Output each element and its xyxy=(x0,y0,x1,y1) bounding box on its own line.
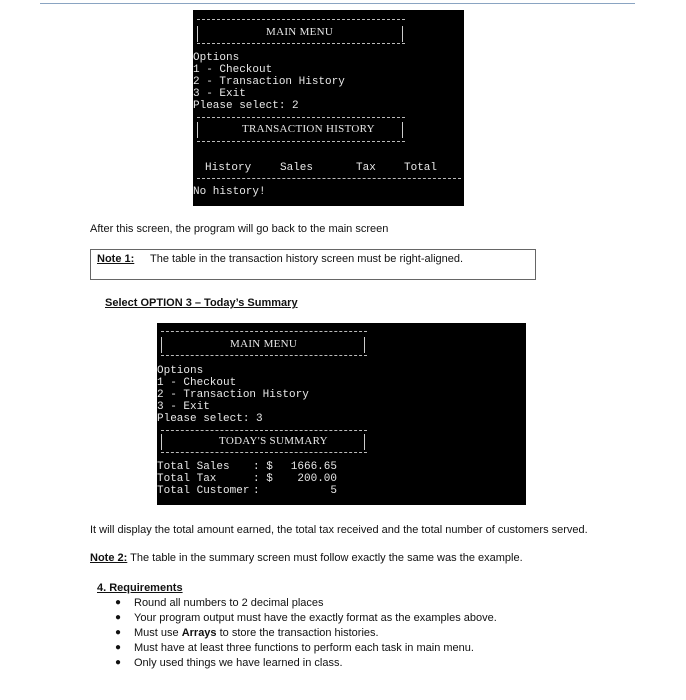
divider xyxy=(161,434,162,450)
option-transaction-history: 2 - Transaction History xyxy=(193,76,345,88)
note-2-label: Note 2: xyxy=(90,552,128,564)
summary-sep-tax: : $ xyxy=(253,473,273,485)
option-exit: 3 - Exit xyxy=(157,401,210,413)
divider xyxy=(364,337,365,353)
column-tax: Tax xyxy=(356,162,376,174)
option-3-heading: Select OPTION 3 – Today’s Summary xyxy=(105,297,298,309)
no-history-message: No history! xyxy=(193,186,266,198)
column-total: Total xyxy=(404,162,438,174)
summary-label-customer: Total Customer xyxy=(157,485,250,497)
divider xyxy=(402,26,403,42)
bullet-icon: ● xyxy=(115,657,122,668)
divider xyxy=(197,19,405,20)
column-sales: Sales xyxy=(280,162,314,174)
option-transaction-history: 2 - Transaction History xyxy=(157,389,309,401)
requirement-item: Round all numbers to 2 decimal places xyxy=(134,597,324,609)
transaction-history-console xyxy=(193,10,464,206)
summary-sep-sales: : $ xyxy=(253,461,273,473)
requirement-item: Your program output must have the exactly format as the examples above. xyxy=(134,612,497,624)
divider xyxy=(161,452,367,453)
column-history: History xyxy=(205,162,252,174)
note-1-text: The table in the transaction history screen must be right-aligned. xyxy=(150,253,464,265)
bullet-icon: ● xyxy=(115,597,122,608)
option-checkout: 1 - Checkout xyxy=(157,377,237,389)
section-title: TODAY'S SUMMARY xyxy=(219,435,328,447)
requirement-item: Only used things we have learned in class. xyxy=(134,657,343,669)
note-2 xyxy=(90,552,523,564)
divider xyxy=(197,117,405,118)
divider xyxy=(197,141,405,142)
divider xyxy=(364,434,365,450)
todays-summary-console xyxy=(157,323,526,505)
divider xyxy=(197,26,198,42)
requirement-item: Must have at least three functions to perform each task in main menu. xyxy=(134,642,474,654)
divider xyxy=(161,331,367,332)
requirements-heading: 4. Requirements xyxy=(97,582,183,594)
section-title: TRANSACTION HISTORY xyxy=(242,123,375,135)
select-prompt: Please select: 3 xyxy=(157,413,263,425)
summary-value-tax: 200.00 xyxy=(297,473,337,485)
note-2-text: The table in the summary screen must follow exactly the same was the example. xyxy=(127,552,523,564)
note-1-label: Note 1: xyxy=(97,253,135,265)
divider xyxy=(161,337,162,353)
after-screen-text: After this screen, the program will go back to the main screen xyxy=(90,223,389,235)
divider xyxy=(197,43,405,44)
divider xyxy=(161,355,367,356)
menu-title: MAIN MENU xyxy=(230,338,298,350)
text-cursor xyxy=(415,427,421,438)
option-exit: 3 - Exit xyxy=(193,88,246,100)
options-label: Options xyxy=(193,52,240,64)
summary-label-sales: Total Sales xyxy=(157,461,230,473)
divider xyxy=(161,430,367,431)
note-1-box xyxy=(90,249,536,280)
bullet-icon: ● xyxy=(115,627,122,638)
summary-sep-customer: : xyxy=(253,485,260,497)
page-top-rule xyxy=(40,3,635,4)
summary-value-customer: 5 xyxy=(330,485,337,497)
options-label: Options xyxy=(157,365,204,377)
menu-title: MAIN MENU xyxy=(266,26,334,38)
summary-value-sales: 1666.65 xyxy=(290,461,337,473)
option-checkout: 1 - Checkout xyxy=(193,64,273,76)
select-prompt: Please select: 2 xyxy=(193,100,299,112)
requirement-item: Must use Arrays to store the transaction histories. xyxy=(134,627,379,639)
bullet-icon: ● xyxy=(115,612,122,623)
divider xyxy=(197,122,198,138)
divider xyxy=(402,122,403,138)
summary-label-tax: Total Tax xyxy=(157,473,217,485)
bullet-icon: ● xyxy=(115,642,122,653)
summary-description: It will display the total amount earned, the total tax received and the total number of customers served. xyxy=(90,524,588,536)
divider xyxy=(197,178,461,179)
